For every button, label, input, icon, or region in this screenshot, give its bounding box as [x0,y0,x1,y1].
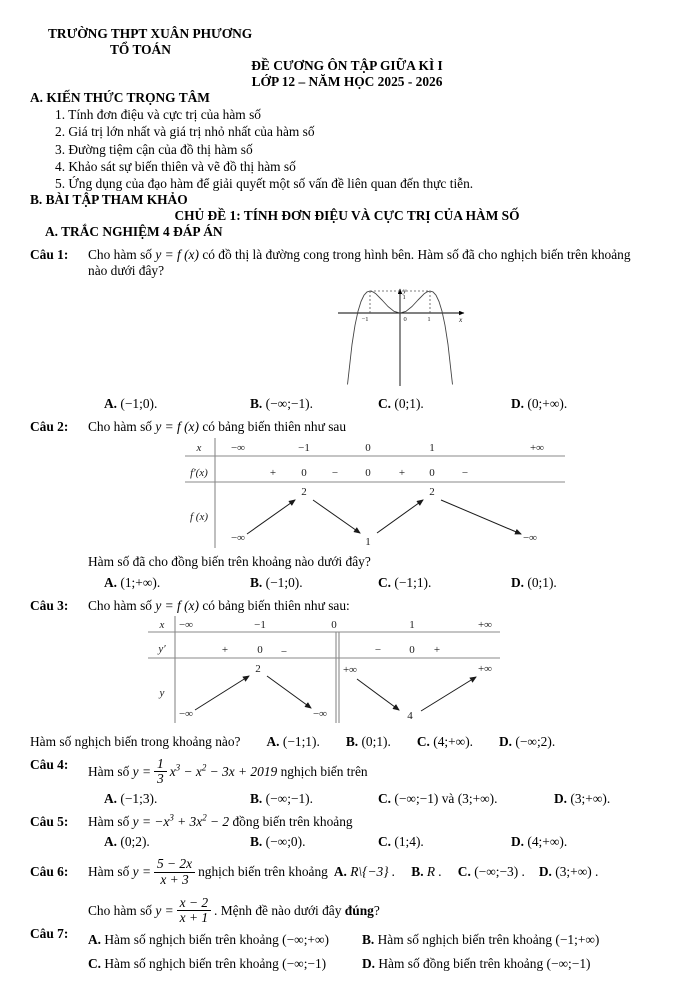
option-label: B. [250,574,263,590]
x-value: −∞ [178,618,194,631]
option-value: Hàm số nghịch biến trên khoảng (−∞;+∞) [104,931,329,947]
option-label: C. [88,956,102,971]
math-expression: y = [132,863,151,879]
option-value: (−1;3). [120,790,158,806]
question-7-label: Câu 7: [30,925,69,941]
option-value: (3;+∞) . [555,863,599,879]
sign: 0 [429,467,435,480]
question-1 [30,247,664,412]
section-a-heading: A. KIẾN THỨC TRỌNG TÂM [30,90,210,106]
option-value: (0;2). [120,833,150,849]
x-value: +∞ [477,618,493,631]
option-label: C. [378,790,392,806]
question-2-question: Hàm số đã cho đồng biến trên khoảng nào dưới đây? [88,554,371,570]
option-label: C. [416,733,430,749]
question-4-options [88,791,664,807]
y-value: 2 [255,662,261,675]
option-label: A. [104,396,118,412]
sign: − [280,645,288,658]
option-value: (−∞;−1). [265,396,313,412]
option-label: D. [362,956,376,971]
option-value: (−1;1). [282,733,320,749]
fraction: $\frac{5 - 2x}{x + 3}$ [154,857,195,887]
option-value: (−1;1). [394,574,432,590]
option-label: D. [511,574,525,590]
option-label: B. [345,733,359,749]
row-label: x [196,442,202,455]
option-value: (−1;0). [265,574,303,590]
f-value: −∞ [522,532,538,545]
section-b-heading: B. BÀI TẬP THAM KHẢO [30,191,188,207]
math-expression: y = f (x) [155,597,199,613]
sign: 0 [409,643,415,656]
option-label: B. [250,396,263,412]
question-2-label: Câu 2: [30,419,69,435]
question-3-question: Hàm số nghịch biến trong khoảng nào? [30,733,241,749]
fraction: $\frac{x - 2}{x + 1}$ [177,896,211,926]
question-2-text: Cho hàm số y = f (x) có bảng biến thiên như sau [88,419,347,435]
option-value: (0;1). [527,574,557,590]
tick-label: 0 [403,316,407,324]
school-name: TRƯỜNG THPT XUÂN PHƯƠNG [48,26,253,41]
option-label: C. [378,833,392,849]
option-label: A. [104,833,118,849]
math-expression: $x^3 - x^2 - 3x + 2019$ [169,762,278,779]
list-item: 2. Giá trị lớn nhất và giá trị nhỏ nhất của hàm số [55,124,315,140]
variation-table [185,438,664,554]
option-value: Hàm số nghịch biến trên khoảng (−∞;−1) [104,956,327,971]
math-expression: y = [155,902,174,918]
question-5-text: Hàm số $y = -x^3 + 3x^2 - 2$ đồng biến trên khoảng [88,812,353,829]
option-label: A. [88,931,102,947]
sign: − [374,643,382,656]
option-label: C. [378,396,392,412]
x-value: 1 [409,618,415,631]
topic-heading: CHỦ ĐỀ 1: TÍNH ĐƠN ĐIỆU VÀ CỰC TRỊ CỦA HÀM SỐ [174,207,520,223]
y-value: +∞ [477,662,493,675]
question-6-text: Hàm số y = $\frac{5 - 2x}{x + 3}$ nghịch biến trên khoảng A. R\{−3} . B. R . C. (−∞;−3) . D. (3;+∞) . [88,856,599,887]
question-5-label: Câu 5: [30,813,69,829]
document-title-line1: ĐỀ CƯƠNG ÔN TẬP GIỮA KÌ I [251,58,443,74]
option-value: R\{−3} . [350,863,396,879]
question-4 [30,757,664,807]
sign: + [433,643,441,656]
fraction: $\frac{1}{3}$ [154,757,167,787]
option-value: Hàm số nghịch biến trên khoảng (−1;+∞) [377,931,600,947]
document-header [30,26,664,90]
row-label: f (x) [189,511,209,524]
f-value: 1 [365,536,371,549]
option-value: (4;+∞). [527,833,568,849]
question-6 [30,857,664,887]
option-value: (0;1). [361,733,391,749]
row-label: y′ [158,642,166,655]
question-1-label: Câu 1: [30,247,69,263]
option-value: (1;+∞). [120,574,161,590]
row-label: x [159,618,165,631]
tick-label: 1 [427,316,431,324]
sign: 0 [257,643,263,656]
axis-label-y: y [403,286,407,296]
option-label: B. [250,833,263,849]
option-value: (−∞;−1). [265,790,313,806]
question-7 [30,896,664,972]
x-value: +∞ [529,442,545,455]
option-value: (0;+∞). [527,396,568,412]
option-label: A. [104,790,118,806]
question-3-text: Cho hàm số y = f (x) có bảng biến thiên như sau: [88,597,350,613]
tick-label: 1 [402,294,406,302]
option-label: C. [378,574,392,590]
question-4-label: Câu 4: [30,756,69,772]
option-label: D. [511,396,525,412]
math-expression: y = f (x) [155,247,199,263]
option-label: D. [499,733,513,749]
function-graph [328,283,664,392]
f-value: 2 [429,486,435,499]
y-value: 4 [407,709,413,722]
x-value: 1 [429,442,435,455]
option-value: (−∞;0). [265,833,306,849]
sign: 0 [365,467,371,480]
x-value: −∞ [230,442,246,455]
option-value: R . [426,863,442,879]
row-label: y [159,686,165,699]
option-value: (−∞;−1) và (3;+∞). [394,790,498,806]
option-label: A. [333,863,347,879]
option-value: (3;+∞). [570,790,611,806]
section-a-list [55,107,664,191]
option-value: Hàm số đồng biến trên khoảng (−∞;−1) [378,956,591,971]
f-value: −∞ [230,532,246,545]
variation-table [148,616,664,729]
f-value: 2 [301,486,307,499]
axis-label-x: x [459,315,463,325]
question-3-options-row [30,734,664,750]
question-2-options [88,575,664,591]
question-1-options [88,396,664,412]
row-label: f′(x) [190,467,208,480]
x-value: 0 [365,442,371,455]
question-4-text: Hàm số y = $\frac{1}{3}$ $x^3 - x^2 - 3x + 2019$ nghịch biến trên [88,755,368,787]
option-value: (−∞;−3) . [474,863,525,879]
sign: − [461,467,469,480]
question-7-options [88,932,664,972]
list-item: 4. Khảo sát sự biến thiên và vẽ đồ thị hàm số [55,158,296,174]
math-expression: y = f (x) [155,419,199,435]
question-7-text: Cho hàm số y = $\frac{x - 2}{x + 1}$ . Mệnh đề nào dưới đây đúng? [88,894,380,926]
y-value: +∞ [342,663,358,676]
list-item: 5. Ứng dụng của đạo hàm để giải quyết một số vấn đề liên quan đến thực tiễn. [55,175,474,191]
y-value: −∞ [312,707,328,720]
x-value: 0 [331,618,337,631]
option-value: (1;4). [394,833,424,849]
question-2 [30,419,664,590]
option-label: D. [554,790,568,806]
question-5-options [88,834,664,850]
question-6-label: Câu 6: [30,863,69,879]
option-label: D. [511,833,525,849]
sign: 0 [301,467,307,480]
x-value: −1 [254,618,266,631]
department-name: TỔ TOÁN [110,42,171,58]
question-1-text-line2: nào dưới đây? [88,263,165,279]
sign: + [221,643,229,656]
option-value: (4;+∞). [433,733,474,749]
sign: − [331,467,339,480]
document-title-line2: LỚP 12 – NĂM HỌC 2025 - 2026 [251,74,443,90]
question-3-label: Câu 3: [30,597,69,613]
option-label: B. [250,790,263,806]
option-value: (−1;0). [120,396,158,412]
option-value: (0;1). [394,396,424,412]
sign: + [269,467,277,480]
option-label: A. [266,733,280,749]
option-value: (−∞;2). [515,733,556,749]
option-label: B. [411,863,424,879]
subsection-heading: A. TRẮC NGHIỆM 4 ĐÁP ÁN [45,223,223,239]
option-label: A. [104,574,118,590]
option-label: D. [538,863,552,879]
y-value: −∞ [178,707,194,720]
x-value: −1 [298,442,310,455]
list-item: 3. Đường tiệm cận của đồ thị hàm số [55,141,253,157]
math-expression: $y = -x^3 + 3x^2 - 2$ [132,812,230,829]
tick-label: −1 [361,316,369,324]
question-3 [30,598,664,729]
option-label: C. [457,863,471,879]
question-5 [30,814,664,850]
math-expression: y = [132,763,151,779]
question-1-text: Cho hàm số y = f (x) có đồ thị là đường cong trong hình bên. Hàm số đã cho nghịch biến trên khoảng [88,247,631,263]
sign: + [398,467,406,480]
list-item: 1. Tính đơn điệu và cực trị của hàm số [55,107,261,123]
option-label: B. [362,931,375,947]
